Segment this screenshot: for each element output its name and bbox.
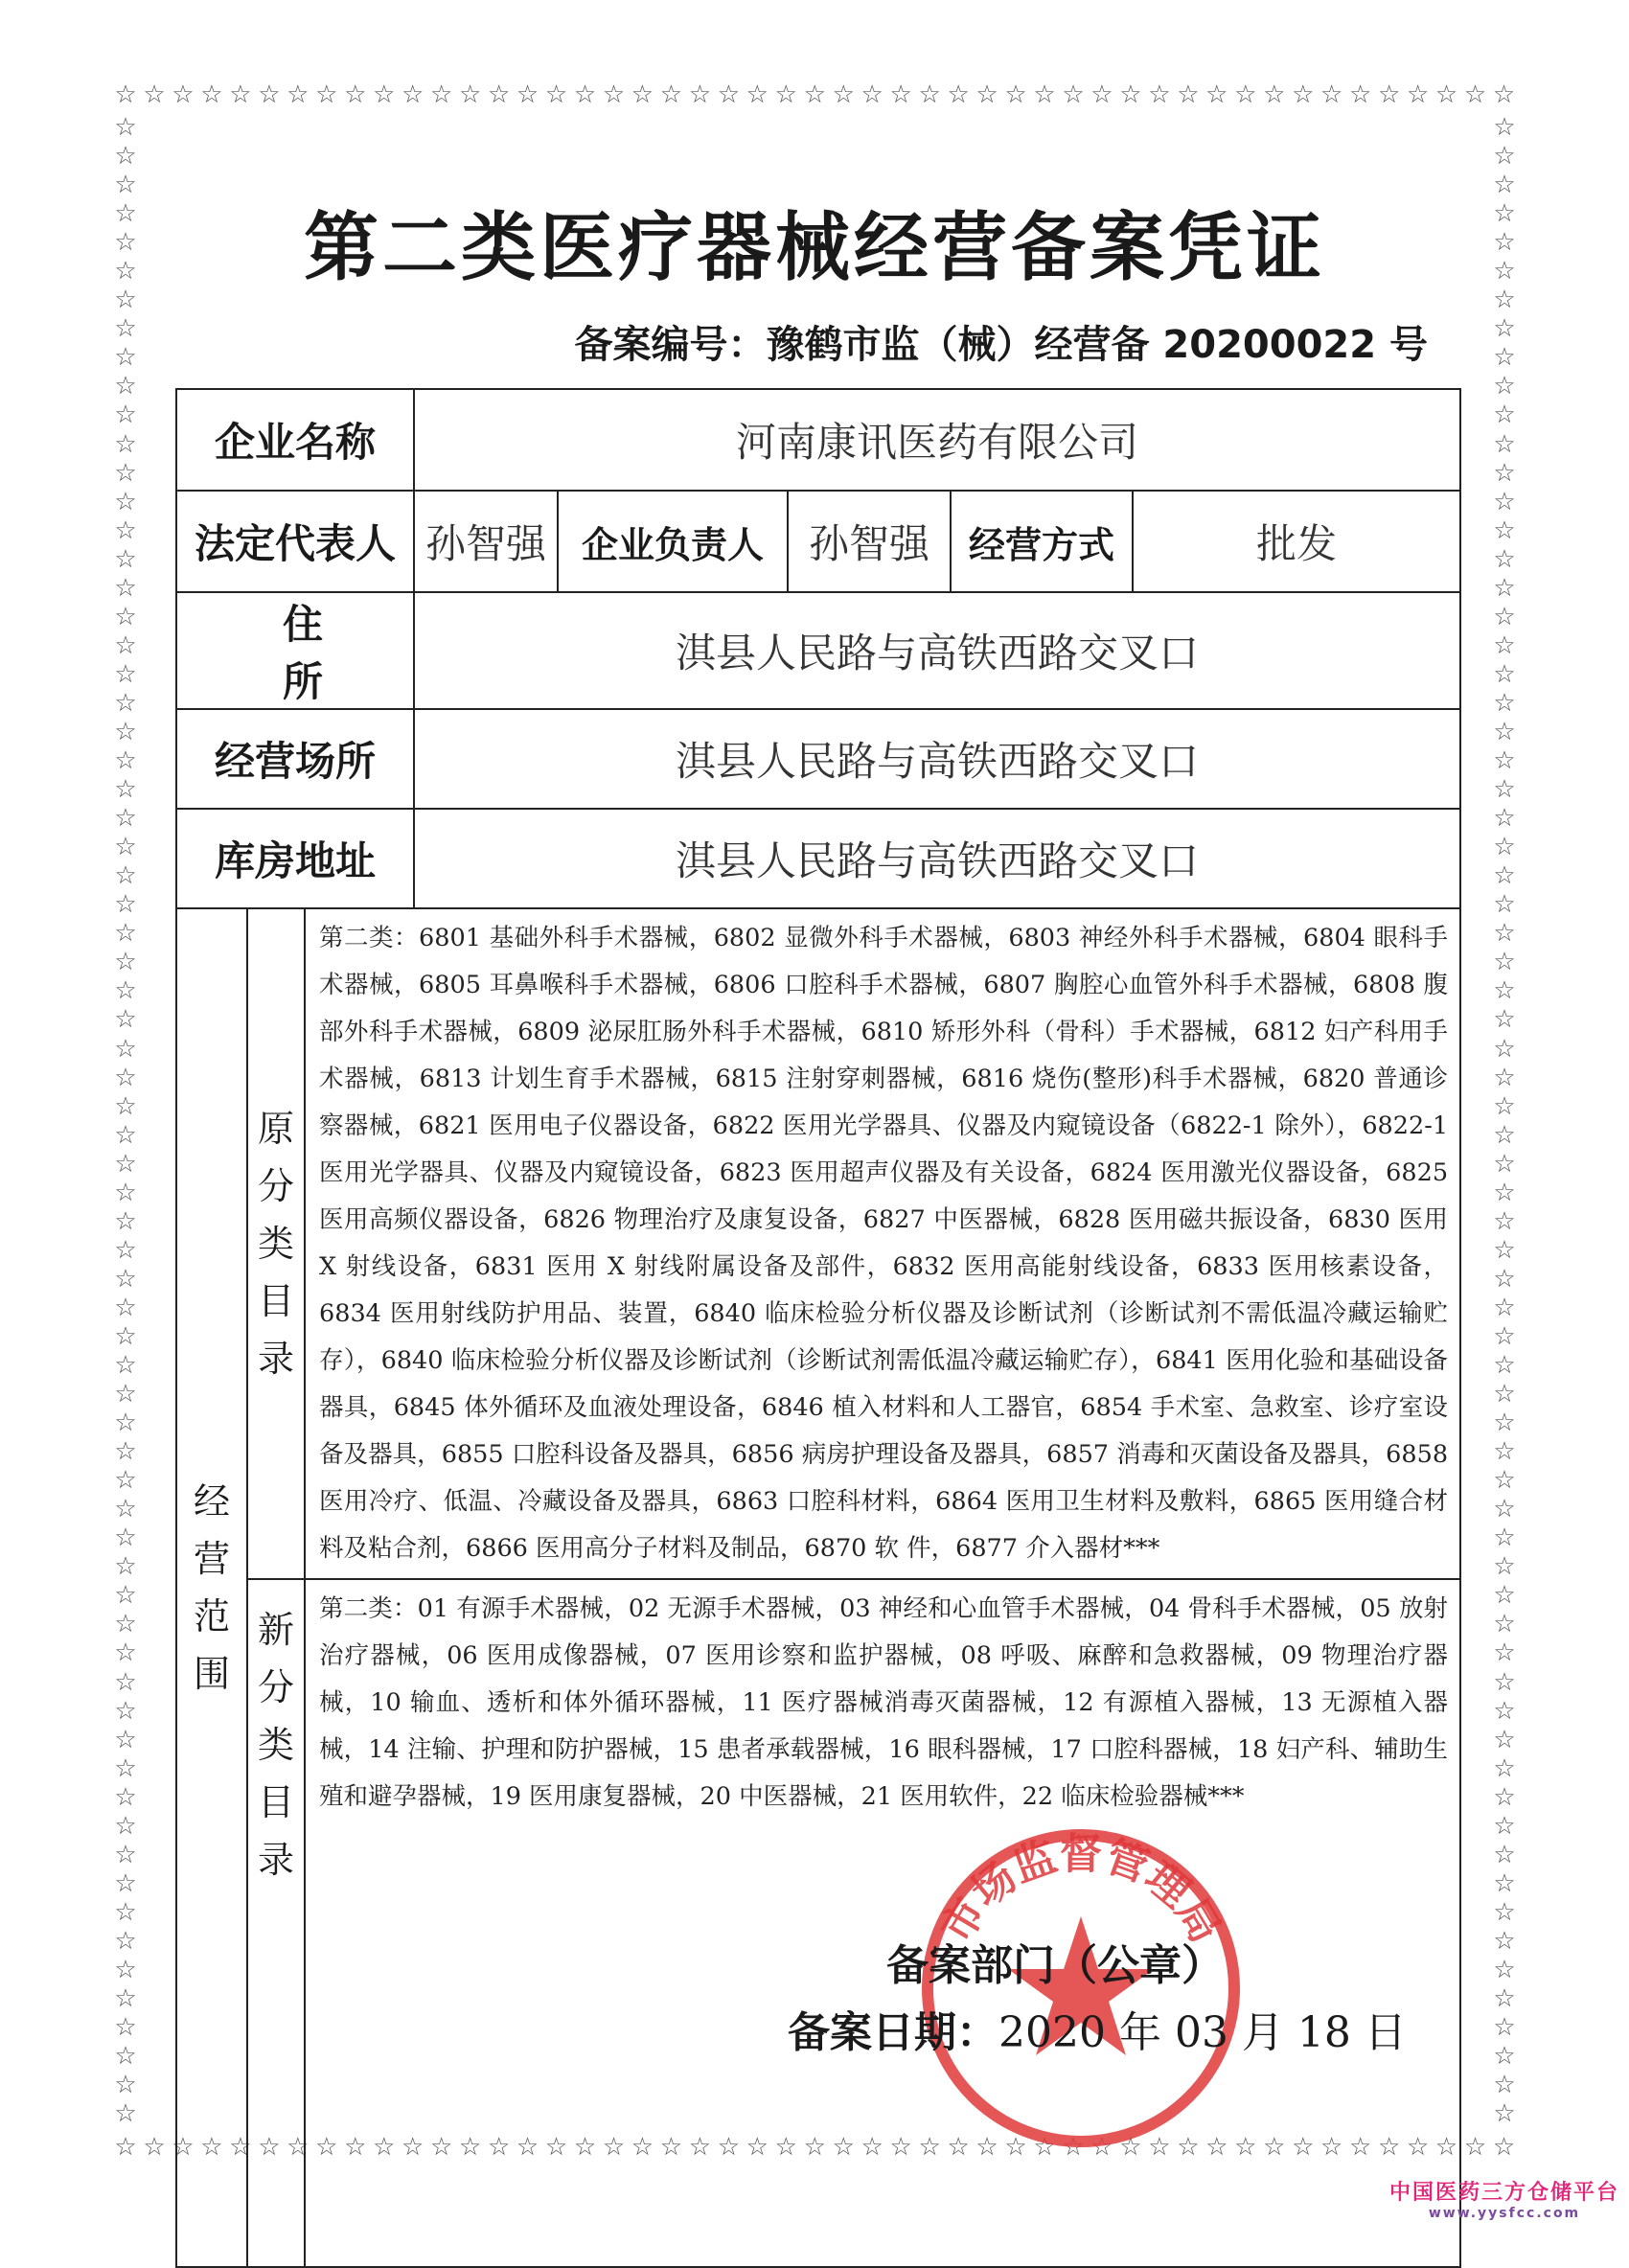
filing-date-value: 2020 年 03 月 18 日: [998, 2008, 1407, 2057]
star-icon: ☆: [1493, 1005, 1516, 1035]
star-icon: ☆: [114, 890, 137, 920]
star-icon: ☆: [143, 80, 166, 109]
star-icon: ☆: [1493, 171, 1516, 200]
star-icon: ☆: [1493, 861, 1516, 891]
record-number: 备案编号：豫鹤市监（械）经营备 20200022 号: [574, 323, 1428, 367]
star-icon: ☆: [114, 1610, 137, 1639]
star-icon: ☆: [114, 746, 137, 776]
star-icon: ☆: [344, 80, 367, 109]
star-icon: ☆: [1493, 343, 1516, 373]
star-icon: ☆: [602, 80, 626, 109]
star-icon: ☆: [287, 2133, 310, 2162]
star-icon: ☆: [1263, 2133, 1286, 2162]
star-icon: ☆: [1493, 602, 1516, 631]
star-icon: ☆: [1119, 2133, 1142, 2162]
star-icon: ☆: [746, 80, 769, 109]
star-border-right: [1492, 115, 1517, 2127]
star-icon: ☆: [1292, 80, 1315, 109]
star-icon: ☆: [114, 602, 137, 631]
star-icon: ☆: [1493, 976, 1516, 1006]
star-icon: ☆: [1493, 1984, 1516, 2014]
watermark: [1389, 2176, 1619, 2221]
mode-label: 经营方式: [951, 491, 1133, 592]
star-icon: ☆: [114, 458, 137, 488]
star-icon: ☆: [114, 1034, 137, 1064]
star-icon: ☆: [1148, 80, 1171, 109]
star-icon: ☆: [402, 80, 424, 109]
star-icon: ☆: [114, 1264, 137, 1294]
old-catalog-text: 第二类：6801 基础外科手术器械，6802 显微外科手术器械，6803 神经外科手术器械，6804 眼科手术器械，6805 耳鼻喉科手术器械，6806 口腔科手术器械，6807 胸腔心血管外科手术器械，6808 腹部外科手术器械，6809 泌尿肛肠外科手术器械，6810 矫形外科（骨科）手术器械，6812 妇产科用手术器械，6813 计划生育手术器械，6815 注射穿刺器械，6816 烧伤(整形)科手术器械，6820 普通诊察器械，6821 医用电子仪器设备，6822 医用光学器具、仪器及内窥镜设备（6822-1 除外），6822-1 医用光学器具、仪器及内窥镜设备，6823 医用超声仪器及有关设备，6824 医用激光仪器设备，6825 医用高频仪器设备，6826 物理治疗及康复设备，6827 中医器械，6828 医用磁共振设备，6830 医用 X 射线设备，6831 医用 X 射线附属设备及部件，6832 医用高能射线设备，6833 医用核素设备，6834 医用射线防护用品、装置，6840 临床检验分析仪器及诊断试剂（诊断试剂不需低温冷藏运输贮存），6840 临床检验分析仪器及诊断试剂（诊断试剂需低温冷藏运输贮存），6841 医用化验和基础设备器具，6845 体外循环及血液处理设备，6846 植入材料和人工器官，6854 手术室、急救室、诊疗室设备及器具，6855 口腔科设备及器具，6856 病房护理设备及器具，6857 消毒和灭菌设备及器具，6858 医用冷疗、低温、冷藏设备及器具，6863 口腔科材料，6864 医用卫生材料及敷料，6865 医用缝合材料及粘合剂，6866 医用高分子材料及制品，6870 软 件，6877 介入器材***: [305, 908, 1460, 1579]
star-icon: ☆: [114, 1696, 137, 1726]
star-icon: ☆: [114, 919, 137, 949]
star-icon: ☆: [114, 1667, 137, 1697]
star-icon: ☆: [860, 80, 883, 109]
star-icon: ☆: [114, 948, 137, 977]
star-icon: ☆: [1493, 804, 1516, 834]
star-icon: ☆: [1062, 80, 1085, 109]
star-icon: ☆: [114, 1120, 137, 1150]
star-icon: ☆: [258, 2133, 281, 2162]
star-icon: ☆: [1492, 2133, 1516, 2162]
star-icon: ☆: [287, 80, 310, 109]
star-icon: ☆: [114, 1380, 137, 1409]
star-icon: ☆: [889, 80, 912, 109]
star-icon: ☆: [114, 372, 137, 401]
star-icon: ☆: [114, 1984, 137, 2014]
star-icon: ☆: [717, 80, 740, 109]
star-icon: ☆: [1493, 1409, 1516, 1438]
star-icon: ☆: [918, 2133, 941, 2162]
star-icon: ☆: [487, 2133, 511, 2162]
seal-text: 市场监督管理局: [931, 1829, 1230, 1952]
star-icon: ☆: [832, 2133, 855, 2162]
star-icon: ☆: [1493, 1696, 1516, 1726]
star-icon: ☆: [114, 1581, 137, 1611]
responsible-value: 孙智强: [788, 491, 951, 592]
star-icon: ☆: [1205, 80, 1228, 109]
residence-value: 淇县人民路与高铁西路交叉口: [414, 592, 1460, 709]
star-icon: ☆: [947, 80, 970, 109]
scope-label: 经 营 范 围: [176, 908, 247, 2267]
star-icon: ☆: [1493, 1293, 1516, 1322]
star-icon: ☆: [516, 80, 539, 109]
star-icon: ☆: [746, 2133, 769, 2162]
star-icon: ☆: [114, 1811, 137, 1841]
star-icon: ☆: [1349, 2133, 1372, 2162]
star-icon: ☆: [803, 2133, 826, 2162]
star-icon: ☆: [602, 2133, 626, 2162]
star-icon: ☆: [114, 1437, 137, 1467]
star-icon: ☆: [1377, 80, 1401, 109]
star-icon: ☆: [1493, 2013, 1516, 2043]
star-icon: ☆: [1493, 1063, 1516, 1092]
star-icon: ☆: [1493, 919, 1516, 949]
star-icon: ☆: [1493, 1206, 1516, 1236]
star-icon: ☆: [1434, 2133, 1458, 2162]
star-icon: ☆: [1493, 2099, 1516, 2129]
star-icon: ☆: [1493, 372, 1516, 401]
star-icon: ☆: [114, 544, 137, 574]
star-icon: ☆: [516, 2133, 539, 2162]
star-icon: ☆: [114, 80, 137, 109]
star-icon: ☆: [258, 80, 281, 109]
star-icon: ☆: [1493, 487, 1516, 516]
star-icon: ☆: [1493, 515, 1516, 545]
residence-label: 住所: [176, 592, 414, 709]
star-icon: ☆: [402, 2133, 424, 2162]
star-icon: ☆: [114, 1926, 137, 1956]
star-icon: ☆: [1493, 1321, 1516, 1351]
star-icon: ☆: [114, 1753, 137, 1783]
star-icon: ☆: [1493, 573, 1516, 603]
document-title: 第二类医疗器械经营备案凭证: [303, 205, 1325, 291]
star-icon: ☆: [1292, 2133, 1315, 2162]
star-icon: ☆: [114, 1840, 137, 1869]
company-name-label: 企业名称: [176, 389, 414, 491]
star-icon: ☆: [114, 659, 137, 689]
star-icon: ☆: [1090, 2133, 1113, 2162]
star-icon: ☆: [114, 717, 137, 746]
star-icon: ☆: [1493, 1466, 1516, 1496]
star-icon: ☆: [114, 861, 137, 891]
star-icon: ☆: [229, 2133, 252, 2162]
star-icon: ☆: [114, 1235, 137, 1265]
star-icon: ☆: [1377, 2133, 1401, 2162]
star-icon: ☆: [114, 1725, 137, 1754]
star-icon: ☆: [114, 1206, 137, 1236]
star-icon: ☆: [1493, 401, 1516, 430]
premises-label: 经营场所: [176, 709, 414, 809]
star-icon: ☆: [1493, 1840, 1516, 1869]
star-icon: ☆: [114, 1293, 137, 1322]
star-icon: ☆: [659, 2133, 683, 2162]
star-icon: ☆: [114, 1782, 137, 1812]
star-icon: ☆: [114, 343, 137, 373]
star-icon: ☆: [114, 976, 137, 1006]
star-icon: ☆: [1033, 80, 1056, 109]
star-icon: ☆: [114, 1149, 137, 1179]
star-icon: ☆: [1234, 2133, 1257, 2162]
star-icon: ☆: [1493, 1956, 1516, 1984]
star-icon: ☆: [114, 1868, 137, 1898]
star-icon: ☆: [947, 2133, 970, 2162]
star-icon: ☆: [774, 80, 797, 109]
star-icon: ☆: [631, 80, 654, 109]
star-icon: ☆: [1493, 659, 1516, 689]
mode-value: 批发: [1133, 491, 1460, 592]
star-icon: ☆: [114, 286, 137, 315]
star-icon: ☆: [688, 80, 712, 109]
star-icon: ☆: [573, 80, 597, 109]
star-icon: ☆: [1493, 257, 1516, 286]
warehouse-value: 淇县人民路与高铁西路交叉口: [414, 809, 1460, 908]
star-icon: ☆: [1493, 1725, 1516, 1754]
star-icon: ☆: [114, 314, 137, 344]
warehouse-label: 库房地址: [176, 809, 414, 908]
star-icon: ☆: [114, 1495, 137, 1524]
star-icon: ☆: [631, 2133, 654, 2162]
star-icon: ☆: [1493, 1552, 1516, 1582]
star-icon: ☆: [1493, 1149, 1516, 1179]
star-icon: ☆: [1493, 1437, 1516, 1467]
star-icon: ☆: [200, 80, 223, 109]
new-catalog-text: 第二类：01 有源手术器械，02 无源手术器械，03 神经和心血管手术器械，04 骨科手术器械，05 放射治疗器械，06 医用成像器械，07 医用诊察和监护器械，08 呼吸、麻醉和急救器械，09 物理治疗器械，10 输血、透析和体外循环器械，11 医疗器械消毒灭菌器械，12 有源植入器械，13 无源植入器械，14 注输、护理和防护器械，15 患者承载器械，16 眼科器械，17 口腔科器械，18 妇产科、辅助生殖和避孕器械，19 医用康复器械，20 中医器械，21 医用软件，22 临床检验器械***: [305, 1579, 1460, 2267]
star-icon: ☆: [1493, 948, 1516, 977]
star-icon: ☆: [1062, 2133, 1085, 2162]
star-icon: ☆: [1493, 113, 1516, 142]
star-icon: ☆: [1406, 80, 1430, 109]
star-icon: ☆: [487, 80, 511, 109]
star-icon: ☆: [717, 2133, 740, 2162]
star-icon: ☆: [1493, 1351, 1516, 1381]
star-icon: ☆: [1493, 775, 1516, 805]
star-icon: ☆: [114, 2013, 137, 2043]
star-icon: ☆: [573, 2133, 597, 2162]
star-icon: ☆: [544, 80, 568, 109]
new-catalog-label: 新 分 类 目 录: [247, 1579, 305, 2267]
star-icon: ☆: [315, 80, 338, 109]
star-icon: ☆: [1493, 199, 1516, 229]
star-icon: ☆: [1004, 80, 1027, 109]
star-icon: ☆: [1493, 286, 1516, 315]
star-icon: ☆: [1493, 1380, 1516, 1409]
star-icon: ☆: [114, 1005, 137, 1035]
star-icon: ☆: [114, 1897, 137, 1927]
star-icon: ☆: [114, 2071, 137, 2100]
premises-value: 淇县人民路与高铁西路交叉口: [414, 709, 1460, 809]
star-icon: ☆: [114, 1956, 137, 1984]
star-icon: ☆: [1493, 1034, 1516, 1064]
star-icon: ☆: [1463, 80, 1487, 109]
star-icon: ☆: [1493, 544, 1516, 574]
star-icon: ☆: [1493, 1264, 1516, 1294]
star-icon: ☆: [1349, 80, 1372, 109]
star-icon: ☆: [1493, 2042, 1516, 2072]
star-icon: ☆: [114, 429, 137, 459]
star-icon: ☆: [803, 80, 826, 109]
star-icon: ☆: [114, 573, 137, 603]
star-icon: ☆: [1493, 1926, 1516, 1956]
star-icon: ☆: [1148, 2133, 1171, 2162]
watermark-line1: 中国医药三方仓储平台: [1388, 2181, 1619, 2205]
star-icon: ☆: [1493, 1235, 1516, 1265]
star-icon: ☆: [1493, 1120, 1516, 1150]
star-icon: ☆: [1493, 1581, 1516, 1611]
star-icon: ☆: [1205, 2133, 1228, 2162]
filing-department: 备案部门（公章）: [886, 1941, 1224, 1990]
star-icon: ☆: [1493, 1811, 1516, 1841]
star-icon: ☆: [114, 1063, 137, 1092]
star-icon: ☆: [430, 2133, 453, 2162]
star-icon: ☆: [1493, 458, 1516, 488]
star-icon: ☆: [344, 2133, 367, 2162]
star-icon: ☆: [114, 1552, 137, 1582]
star-icon: ☆: [1493, 746, 1516, 776]
star-icon: ☆: [143, 2133, 166, 2162]
star-icon: ☆: [114, 199, 137, 229]
star-icon: ☆: [172, 80, 195, 109]
certificate-table: [175, 388, 1461, 2268]
star-icon: ☆: [458, 2133, 482, 2162]
star-icon: ☆: [114, 487, 137, 516]
star-icon: ☆: [1320, 80, 1343, 109]
star-icon: ☆: [114, 515, 137, 545]
star-icon: ☆: [1033, 2133, 1056, 2162]
star-icon: ☆: [975, 2133, 998, 2162]
star-icon: ☆: [114, 113, 137, 142]
star-icon: ☆: [114, 1638, 137, 1668]
star-icon: ☆: [373, 2133, 396, 2162]
star-icon: ☆: [114, 2042, 137, 2072]
star-icon: ☆: [114, 2099, 137, 2129]
star-icon: ☆: [114, 171, 137, 200]
star-icon: ☆: [1234, 80, 1257, 109]
star-icon: ☆: [1493, 1782, 1516, 1812]
star-icon: ☆: [774, 2133, 797, 2162]
star-icon: ☆: [1493, 1495, 1516, 1524]
star-icon: ☆: [315, 2133, 338, 2162]
company-name-value: 河南康讯医药有限公司: [414, 389, 1460, 491]
responsible-label: 企业负责人: [558, 491, 788, 592]
star-icon: ☆: [1493, 142, 1516, 172]
star-icon: ☆: [114, 775, 137, 805]
star-icon: ☆: [1463, 2133, 1487, 2162]
star-icon: ☆: [1493, 228, 1516, 258]
star-icon: ☆: [975, 80, 998, 109]
star-icon: ☆: [1493, 1638, 1516, 1668]
legal-rep-value: 孙智强: [414, 491, 558, 592]
filing-date-label: 备案日期：: [788, 2008, 998, 2057]
star-icon: ☆: [544, 2133, 568, 2162]
star-icon: ☆: [1493, 688, 1516, 718]
old-catalog-label: 原 分 类 目 录: [247, 908, 305, 1579]
star-icon: ☆: [114, 630, 137, 660]
star-icon: ☆: [114, 1178, 137, 1207]
star-icon: ☆: [1493, 1610, 1516, 1639]
star-icon: ☆: [373, 80, 396, 109]
filing-date: [788, 1998, 1407, 2059]
star-icon: ☆: [114, 1351, 137, 1381]
star-icon: ☆: [200, 2133, 223, 2162]
legal-rep-label: 法定代表人: [176, 491, 414, 592]
star-icon: ☆: [1493, 717, 1516, 746]
star-icon: ☆: [1177, 80, 1200, 109]
star-icon: ☆: [1493, 1897, 1516, 1927]
star-icon: ☆: [860, 2133, 883, 2162]
star-icon: ☆: [889, 2133, 912, 2162]
star-icon: ☆: [1493, 1868, 1516, 1898]
star-icon: ☆: [114, 833, 137, 862]
star-icon: ☆: [430, 80, 453, 109]
star-icon: ☆: [1320, 2133, 1343, 2162]
star-icon: ☆: [1493, 429, 1516, 459]
star-icon: ☆: [1493, 890, 1516, 920]
star-icon: ☆: [1493, 1753, 1516, 1783]
star-icon: ☆: [1493, 1091, 1516, 1121]
star-icon: ☆: [1119, 80, 1142, 109]
star-icon: ☆: [114, 1466, 137, 1496]
star-icon: ☆: [1004, 2133, 1027, 2162]
star-icon: ☆: [229, 80, 252, 109]
star-icon: ☆: [1177, 2133, 1200, 2162]
star-icon: ☆: [1492, 80, 1516, 109]
star-border-left: [113, 115, 138, 2127]
star-icon: ☆: [1493, 630, 1516, 660]
star-icon: ☆: [114, 804, 137, 834]
star-icon: ☆: [832, 80, 855, 109]
star-icon: ☆: [458, 80, 482, 109]
star-icon: ☆: [688, 2133, 712, 2162]
star-icon: ☆: [1493, 1667, 1516, 1697]
star-icon: ☆: [114, 1091, 137, 1121]
star-border-top: [113, 82, 1517, 107]
star-icon: ☆: [114, 142, 137, 172]
star-icon: ☆: [659, 80, 683, 109]
star-icon: ☆: [1493, 1178, 1516, 1207]
star-icon: ☆: [918, 80, 941, 109]
star-icon: ☆: [1493, 833, 1516, 862]
star-icon: ☆: [114, 1523, 137, 1553]
star-icon: ☆: [114, 1409, 137, 1438]
star-icon: ☆: [114, 257, 137, 286]
watermark-line2: www.yysfcc.com: [1428, 2206, 1581, 2221]
star-icon: ☆: [1493, 314, 1516, 344]
star-icon: ☆: [1090, 80, 1113, 109]
star-icon: ☆: [1434, 80, 1458, 109]
star-icon: ☆: [114, 1321, 137, 1351]
star-icon: ☆: [1493, 2071, 1516, 2100]
star-icon: ☆: [1263, 80, 1286, 109]
star-icon: ☆: [114, 2133, 137, 2162]
star-icon: ☆: [1493, 1523, 1516, 1553]
star-icon: ☆: [114, 228, 137, 258]
star-icon: ☆: [1406, 2133, 1430, 2162]
star-icon: ☆: [114, 401, 137, 430]
star-icon: ☆: [172, 2133, 195, 2162]
star-icon: ☆: [114, 688, 137, 718]
